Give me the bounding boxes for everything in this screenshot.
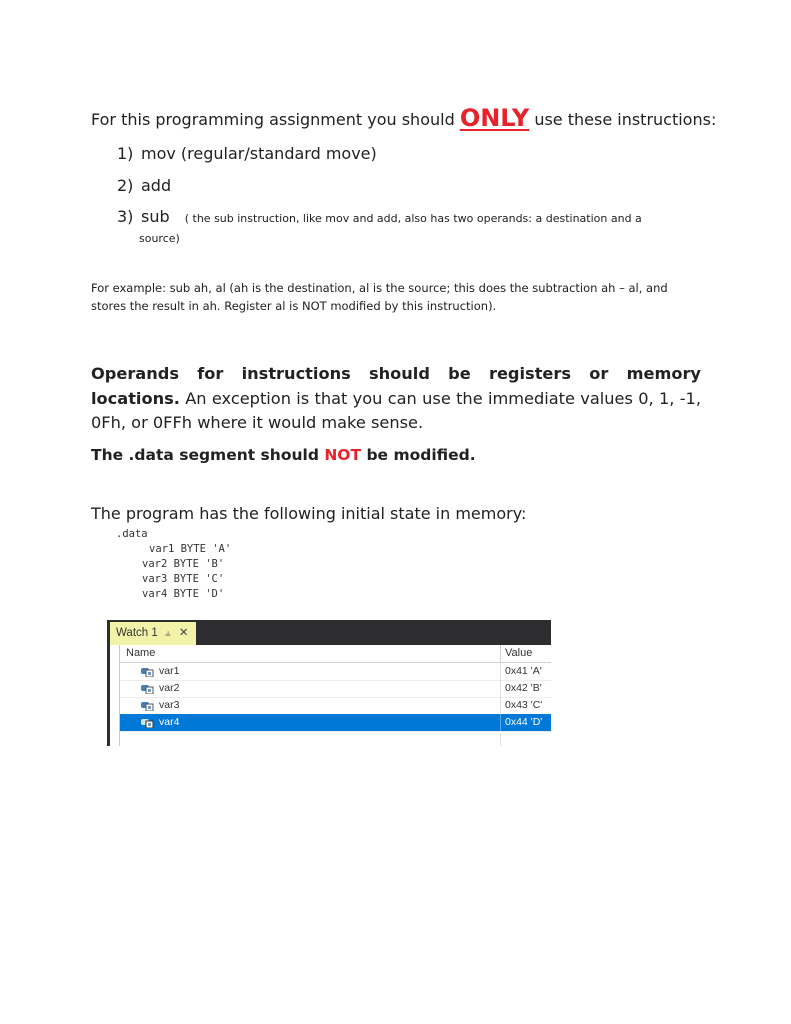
not-emphasis: NOT [324,446,362,464]
close-icon[interactable]: ✕ [178,627,189,639]
list-number: 2) [117,176,134,195]
watch-grid [119,645,551,746]
column-divider [500,733,501,746]
operands-paragraph [91,362,701,436]
pin-icon[interactable]: ⫨ [164,628,171,639]
watch-title-bar [110,620,551,645]
watch-row-value: 0x44 'D' [500,714,542,731]
variable-icon [141,717,154,728]
data-rule [91,446,476,464]
watch-window [107,620,551,746]
code-line: var1 BYTE 'A' [149,543,232,555]
variable-icon [141,683,154,694]
instruction-item-add [117,176,171,195]
watch-row[interactable] [120,680,551,698]
watch-row-name: var2 [159,682,180,694]
column-header-name[interactable]: Name [126,647,156,659]
watch-row-selected[interactable] [120,714,551,732]
watch-header [120,645,551,663]
instruction-item-sub [117,207,642,226]
watch-row[interactable] [120,663,551,681]
state-intro: The program has the following initial state in memory: [91,504,527,523]
code-line: var3 BYTE 'C' [142,573,225,585]
intro-line [91,104,716,132]
instruction-text: mov (regular/standard move) [141,144,377,163]
watch-row-name: var4 [159,716,180,728]
example-line1: For example: sub ah, al (ah is the destination, al is the source; this does the subtraction ah – al, and [91,281,668,295]
intro-after: use these instructions: [529,110,717,129]
instruction-text: sub [141,207,170,226]
instruction-text: add [141,176,172,195]
instruction-item-mov [117,144,377,163]
list-number: 1) [117,144,134,163]
code-directive: .data [116,528,148,540]
watch-row-value: 0x43 'C' [500,697,542,714]
operands-rest: An exception is that you can use the immediate values 0, 1, -1, 0Fh, or 0FFh where it would make sense. [91,388,701,432]
only-emphasis: ONLY [459,104,530,132]
operands-bold: Operands for instructions should be registers or memory locations. [91,364,701,408]
watch-row-value: 0x41 'A' [500,663,542,680]
variable-icon [141,666,154,677]
watch-row-name: var3 [159,699,180,711]
data-rule-before: The .data segment should [91,446,325,464]
column-header-value[interactable]: Value [500,645,532,662]
example-line2: stores the result in ah. Register al is NOT modified by this instruction). [91,299,497,313]
watch-row-value: 0x42 'B' [500,680,542,697]
list-number: 3) [117,207,134,226]
watch-tab-title: Watch 1 [116,627,158,639]
sub-note-line1: ( the sub instruction, like mov and add, also has two operands: a destination and a [184,212,642,225]
data-rule-after: be modified. [361,446,476,464]
variable-icon [141,700,154,711]
code-line: var2 BYTE 'B' [142,558,225,570]
watch-row[interactable] [120,697,551,715]
watch-tab[interactable] [110,622,196,645]
watch-row-name: var1 [159,665,180,677]
code-line: var4 BYTE 'D' [142,588,225,600]
intro-before: For this programming assignment you should [91,110,460,129]
sub-note-line2: source) [139,232,180,245]
